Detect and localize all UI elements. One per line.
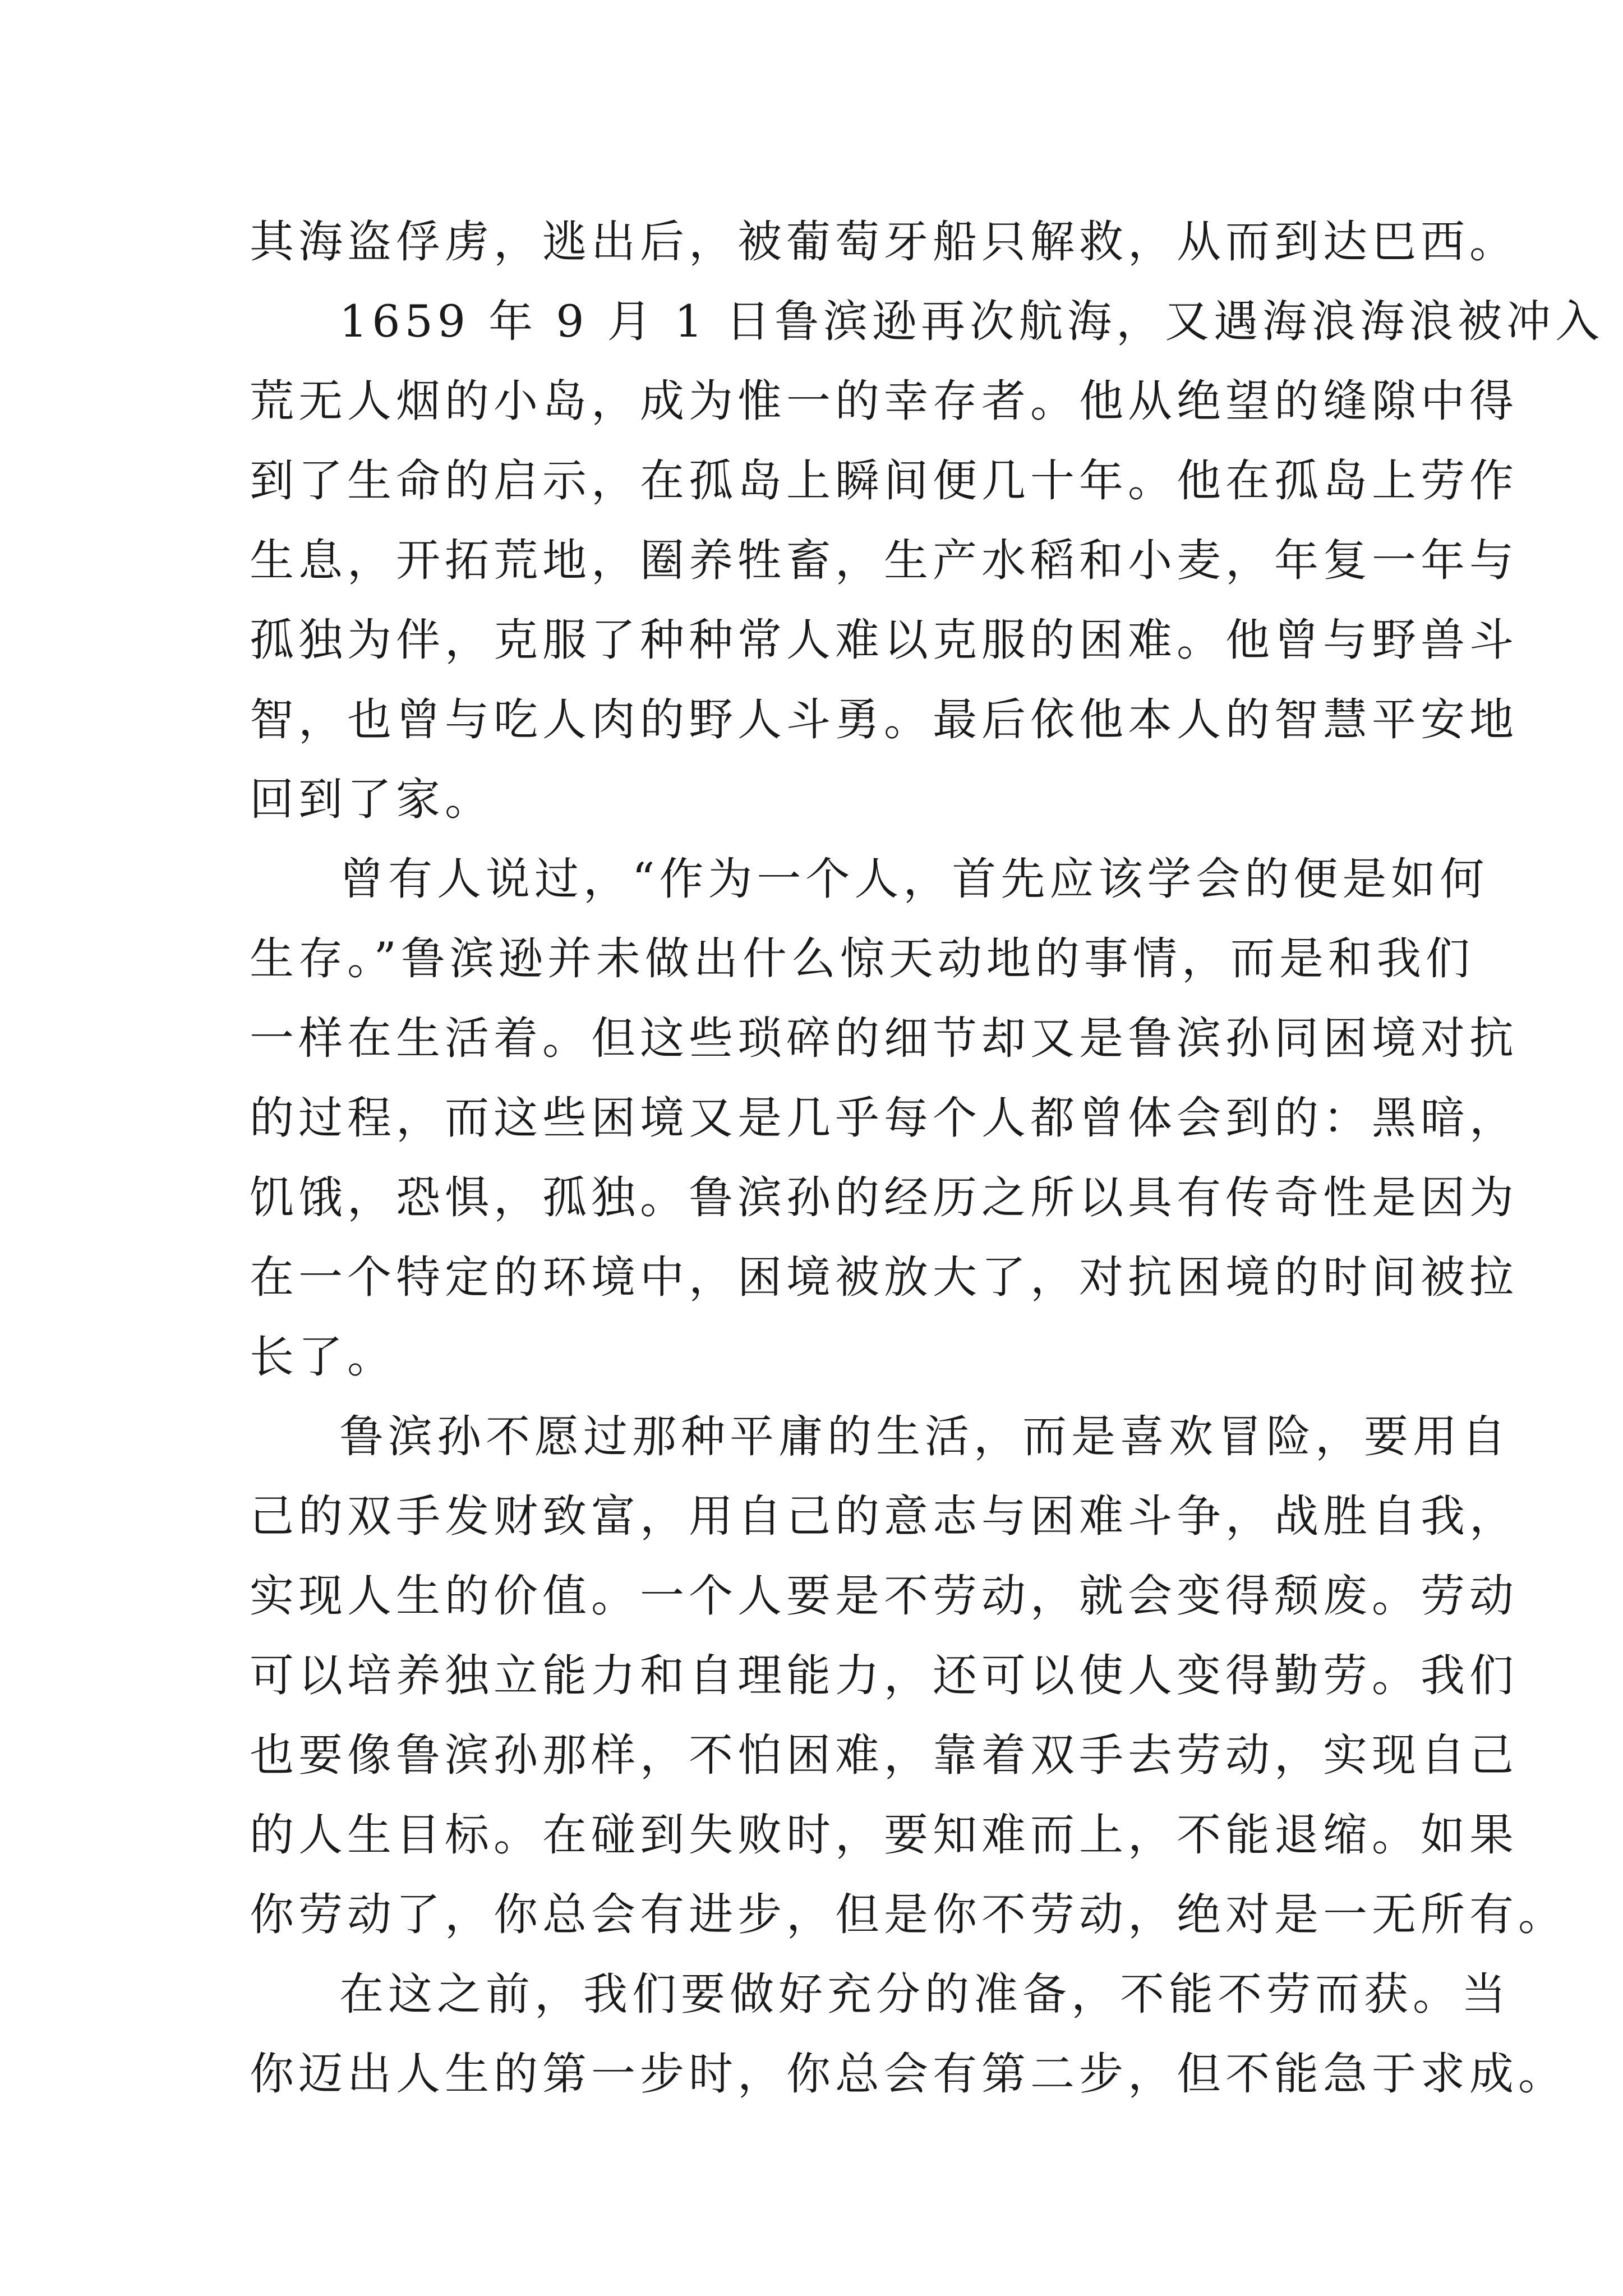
text-line: 饥饿，恐惧，孤独。鲁滨孙的经历之所以具有传奇性是因为 <box>250 1172 1518 1223</box>
text-line: 在一个特定的环境中，困境被放大了，对抗困境的时间被拉 <box>250 1251 1518 1303</box>
text-line: 的过程，而这些困境又是几乎每个人都曾体会到的：黑暗， <box>250 1092 1518 1144</box>
text-line: 长了。 <box>250 1331 396 1383</box>
text-line: 的人生目标。在碰到失败时，要知难而上，不能退缩。如果 <box>250 1809 1518 1861</box>
text-line: 实现人生的价值。一个人要是不劳动，就会变得颓废。劳动 <box>250 1570 1518 1622</box>
text-line: 也要像鲁滨孙那样，不怕困难，靠着双手去劳动，实现自己 <box>250 1729 1518 1781</box>
text-line: 一样在生活着。但这些琐碎的细节却又是鲁滨孙同困境对抗 <box>250 1013 1518 1064</box>
text-line: 你迈出人生的第一步时，你总会有第二步，但不能急于求成。 <box>250 2048 1567 2100</box>
paragraph-start-line: 鲁滨孙不愿过那种平庸的生活，而是喜欢冒险，要用自 <box>339 1411 1510 1462</box>
text-line: 回到了家。 <box>250 774 494 825</box>
text-line: 己的双手发财致富，用自己的意志与困难斗争，战胜自我， <box>250 1490 1518 1542</box>
text-line: 可以培养独立能力和自理能力，还可以使人变得勤劳。我们 <box>250 1650 1518 1701</box>
text-line: 你劳动了，你总会有进步，但是你不劳动，绝对是一无所有。 <box>250 1889 1567 1940</box>
paragraph-start-line: 在这之前，我们要做好充分的准备，不能不劳而获。当 <box>339 1968 1510 2020</box>
body-text <box>250 202 1604 2114</box>
text-line: 智，也曾与吃人肉的野人斗勇。最后依他本人的智慧平安地 <box>250 694 1518 746</box>
paragraph-start-line: 1659 年 9 月 1 日鲁滨逊再次航海，又遇海浪海浪被冲入 <box>339 296 1604 347</box>
text-line: 生息，开拓荒地，圈养牲畜，生产水稻和小麦，年复一年与 <box>250 535 1518 586</box>
text-line: 到了生命的启示，在孤岛上瞬间便几十年。他在孤岛上劳作 <box>250 455 1518 507</box>
paragraph-start-line: 曾有人说过，“作为一个人，首先应该学会的便是如何 <box>339 853 1489 905</box>
text-line: 其海盗俘虏，逃出后，被葡萄牙船只解救，从而到达巴西。 <box>250 216 1518 268</box>
text-line: 荒无人烟的小岛，成为惟一的幸存者。他从绝望的缝隙中得 <box>250 375 1518 427</box>
text-line: 孤独为伴，克服了种种常人难以克服的困难。他曾与野兽斗 <box>250 614 1518 666</box>
text-line: 生存。”鲁滨逊并未做出什么惊天动地的事情，而是和我们 <box>250 933 1474 984</box>
